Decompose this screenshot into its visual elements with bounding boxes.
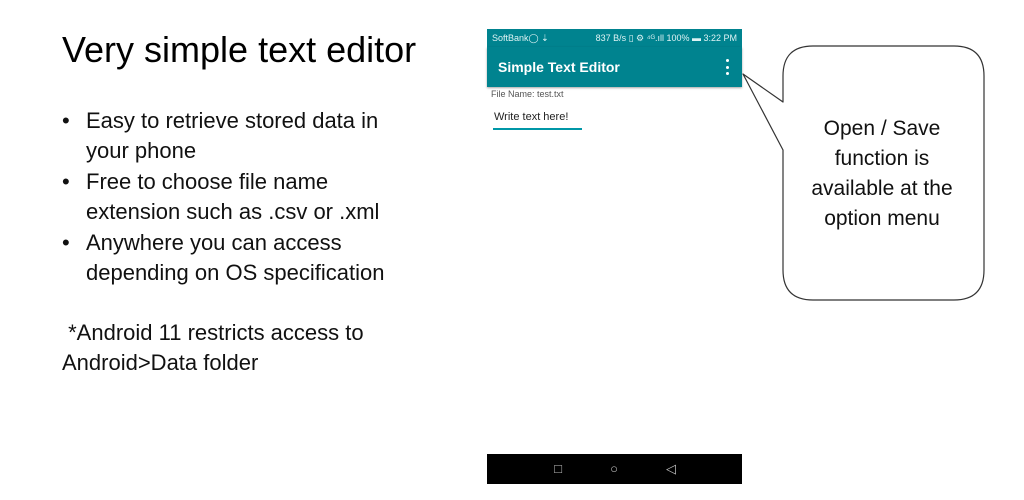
note-line: Android>Data folder: [62, 350, 259, 375]
status-indicators: 837 B/s ▯ ⚙ ⁴ᴳ.ıll 100% ▬ 3:22 PM: [595, 33, 737, 43]
bullet-text-line: Anywhere you can access: [86, 230, 342, 255]
bullet-dot-icon: •: [62, 230, 70, 255]
app-title: Simple Text Editor: [498, 59, 620, 75]
app-bar: [487, 47, 742, 87]
phone-screenshot: [487, 29, 742, 484]
bullet-item: [62, 167, 422, 227]
menu-dot: [726, 59, 729, 62]
bullet-list: [62, 106, 422, 289]
status-bar: [487, 29, 742, 47]
overflow-menu-icon[interactable]: [722, 59, 732, 75]
menu-dot: [726, 72, 729, 75]
bullet-text-line: depending on OS specification: [86, 260, 385, 285]
back-icon[interactable]: ◁: [666, 461, 676, 476]
callout-text: [781, 114, 983, 234]
file-name-label: File Name: test.txt: [491, 89, 564, 99]
bullet-item: [62, 228, 422, 288]
bullet-text-line: your phone: [86, 138, 197, 163]
text-editor-input[interactable]: [493, 107, 582, 130]
bullet-dot-icon: •: [62, 108, 70, 133]
bullet-text-line: extension such as .csv or .xml: [86, 199, 380, 224]
bullet-text-line: Easy to retrieve stored data in: [86, 108, 379, 133]
bullet-dot-icon: •: [62, 169, 70, 194]
bullet-text-line: Free to choose file name: [86, 169, 329, 194]
recent-apps-icon[interactable]: □: [554, 461, 562, 476]
status-carrier: SoftBank◯ ⇣: [492, 33, 549, 43]
nav-bar: [487, 454, 742, 484]
callout-line: available at the: [811, 177, 953, 200]
callout-line: function is: [834, 147, 930, 170]
note-line: *Android 11 restricts access to: [62, 320, 364, 345]
bullet-item: [62, 106, 422, 166]
home-icon[interactable]: ○: [610, 461, 618, 476]
menu-dot: [726, 66, 729, 69]
slide-title: Very simple text editor: [62, 29, 417, 70]
android-note: [62, 318, 422, 378]
callout-line: Open / Save: [823, 117, 941, 140]
callout-line: option menu: [824, 207, 940, 230]
